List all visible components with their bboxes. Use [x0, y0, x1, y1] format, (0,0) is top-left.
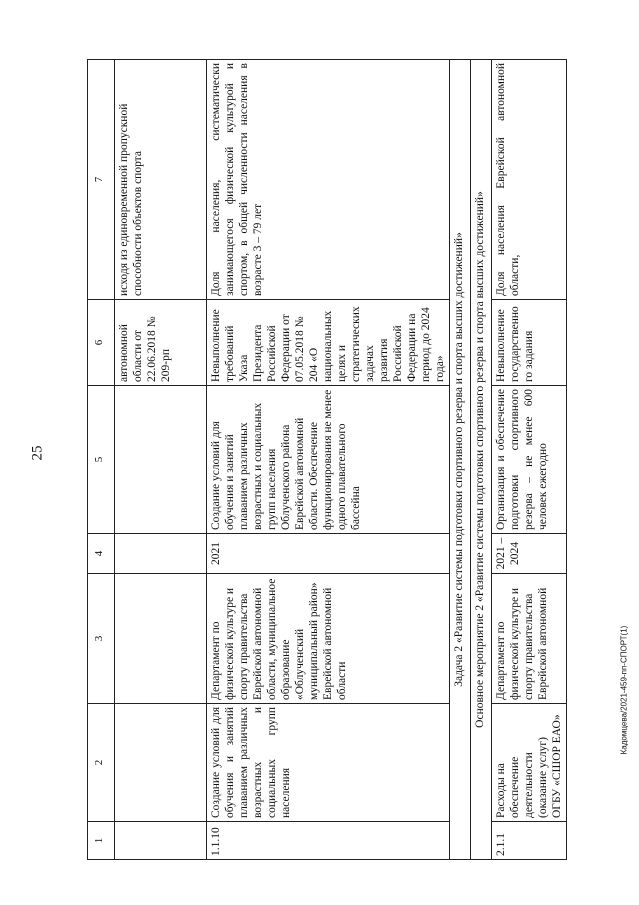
cell-activity: Расходы на обеспечение деятельности (оказание услуг) ОГБУ «СШОР ЕАО»	[492, 704, 567, 822]
rotated-table-container	[87, 60, 563, 860]
table-header-row	[88, 60, 115, 860]
cell-result	[115, 386, 207, 534]
cell-indicator: Доля населения Еврейской автономной области,	[492, 60, 567, 300]
cell-number: 2.1.1	[492, 822, 567, 860]
section-event-row	[471, 60, 492, 860]
cell-indicator: Доля населения, систематически занимающегося физической культурой и спортом, в общей численности населения в возрасте 3 – 79 лет	[207, 60, 450, 300]
cell-activity: Создание условий для обучения и занятий плаванием различных возрастных и социальных групп населения	[207, 704, 450, 822]
cell-indicator: исходя из единовременной пропускной способности объектов спорта	[115, 60, 207, 300]
table-row	[207, 60, 450, 860]
cell-period	[115, 534, 207, 574]
cell-period: 2021 – 2024	[492, 534, 567, 574]
table-row	[115, 60, 207, 860]
section-event: Основное мероприятие 2 «Развитие системы подготовки спортивного резерва и спорта высших достижений»	[471, 60, 492, 860]
page-number: 25	[29, 445, 46, 461]
header-cell: 1	[88, 822, 115, 860]
cell-number: 1.1.10	[207, 822, 450, 860]
header-cell: 4	[88, 534, 115, 574]
activity-plan-table	[87, 59, 567, 860]
header-cell: 5	[88, 386, 115, 534]
cell-number	[115, 822, 207, 860]
cell-activity	[115, 704, 207, 822]
table-row	[492, 60, 567, 860]
section-task: Задача 2 «Развитие системы подготовки спортивного резерва и спорта высших достижений»	[450, 60, 471, 860]
cell-consequence: автономной области от 22.06.2018 № 209-рп	[115, 300, 207, 386]
cell-consequence: Невыполнение требований Указа Президента Российской Федерации от 07.05.2018 № 204 «О национальных целях и стратегических задачах развития Российской Федерации на период до 2024 года»	[207, 300, 450, 386]
header-cell: 6	[88, 300, 115, 386]
cell-period: 2021	[207, 534, 450, 574]
cell-responsible: Департамент по физической культуре и спорту правительства Еврейской автономной	[492, 574, 567, 704]
cell-result: Создание условий для обучения и занятий плаванием различных возрастных и социальных групп населения Облученского района Еврейской автономной области. Обеспечение функционирования не менее одного плавательного бассейна	[207, 386, 450, 534]
document-code: Кадомцева/2021-459-пп-СПОРТ(1)	[619, 625, 629, 755]
section-task-row	[450, 60, 471, 860]
header-cell: 3	[88, 574, 115, 704]
cell-responsible	[115, 574, 207, 704]
cell-consequence: Невыполнение государственного задания	[492, 300, 567, 386]
cell-result: Организация и обеспечение подготовки спортивного резерва – не менее 600 человек ежегодно	[492, 386, 567, 534]
cell-responsible: Департамент по физической культуре и спорту правительства Еврейской автономной области, муниципальное образование «Облученский муниципальный район» Еврейской автономной области	[207, 574, 450, 704]
header-cell: 2	[88, 704, 115, 822]
header-cell: 7	[88, 60, 115, 300]
